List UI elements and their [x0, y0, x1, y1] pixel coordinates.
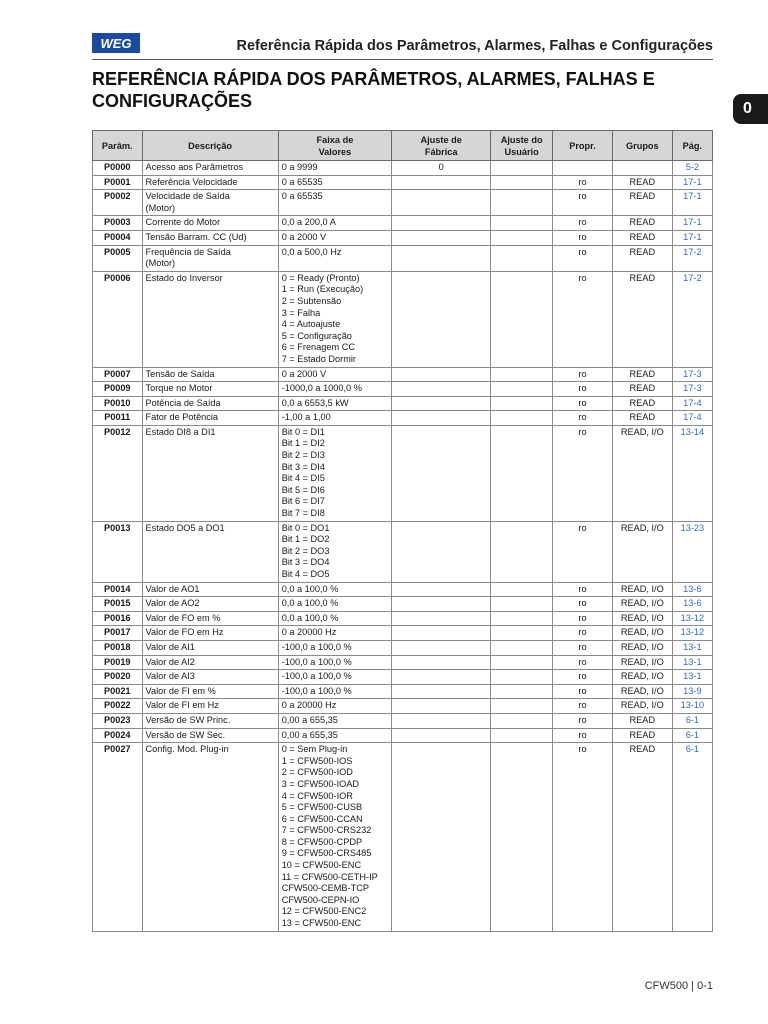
- header-title: Referência Rápida dos Parâmetros, Alarmes, Falhas e Configurações: [236, 38, 713, 54]
- cell-user: [491, 597, 553, 612]
- cell-range: 0,0 a 100,0 %: [278, 597, 391, 612]
- cell-range: 0 = Ready (Pronto) 1 = Run (Execução) 2 = Subtensão 3 = Falha 4 = Autoajuste 5 = Configuração 6 = Frenagem CC 7 = Estado Dormir: [278, 271, 391, 367]
- cell-groups: READ, I/O: [612, 626, 672, 641]
- cell-description: Valor de AI2: [142, 655, 278, 670]
- cell-property: ro: [553, 521, 613, 582]
- col-header-user: Ajuste do Usuário: [491, 131, 553, 161]
- cell-range: 0 = Sem Plug-in 1 = CFW500-IOS 2 = CFW500-IOD 3 = CFW500-IOAD 4 = CFW500-IOR 5 = CFW500-CUSB 6 = CFW500-CCAN 7 = CFW500-CRS232 8 = CFW500-CPDP 9 = CFW500-CRS485 10 = CFW500-ENC 11 = CFW500-CETH-IP CFW500-CEMB-TCP CFW500-CEPN-IO 12 = CFW500-ENC2 13 = CFW500-ENC: [278, 743, 391, 932]
- cell-groups: READ: [612, 175, 672, 190]
- cell-property: ro: [553, 230, 613, 245]
- cell-groups: READ, I/O: [612, 670, 672, 685]
- cell-user: [491, 626, 553, 641]
- cell-description: Acesso aos Parâmetros: [142, 161, 278, 176]
- cell-page: 17-1: [672, 230, 712, 245]
- cell-description: Fator de Potência: [142, 411, 278, 426]
- cell-property: ro: [553, 245, 613, 271]
- cell-factory: [392, 216, 491, 231]
- cell-page: 17-1: [672, 190, 712, 216]
- table-row: [93, 216, 713, 231]
- chapter-tab: 0: [733, 94, 768, 124]
- cell-factory: [392, 425, 491, 521]
- col-header-groups: Grupos: [612, 131, 672, 161]
- cell-param: P0005: [93, 245, 143, 271]
- cell-user: [491, 216, 553, 231]
- cell-page: 6-1: [672, 713, 712, 728]
- cell-property: ro: [553, 216, 613, 231]
- table-row: [93, 699, 713, 714]
- cell-groups: READ, I/O: [612, 640, 672, 655]
- cell-factory: [392, 396, 491, 411]
- col-header-range: Faixa de Valores: [278, 131, 391, 161]
- cell-param: P0006: [93, 271, 143, 367]
- cell-description: Torque no Motor: [142, 382, 278, 397]
- cell-param: P0011: [93, 411, 143, 426]
- cell-user: [491, 245, 553, 271]
- cell-param: P0012: [93, 425, 143, 521]
- cell-param: P0007: [93, 367, 143, 382]
- cell-groups: READ: [612, 728, 672, 743]
- cell-user: [491, 367, 553, 382]
- cell-groups: READ, I/O: [612, 425, 672, 521]
- cell-description: Versão de SW Sec.: [142, 728, 278, 743]
- table-row: [93, 521, 713, 582]
- cell-factory: [392, 597, 491, 612]
- cell-page: 17-3: [672, 367, 712, 382]
- cell-property: ro: [553, 382, 613, 397]
- cell-description: Config. Mod. Plug-in: [142, 743, 278, 932]
- cell-user: [491, 713, 553, 728]
- cell-range: 0 a 20000 Hz: [278, 626, 391, 641]
- table-row: [93, 175, 713, 190]
- cell-range: -100,0 a 100,0 %: [278, 670, 391, 685]
- cell-user: [491, 271, 553, 367]
- cell-param: P0023: [93, 713, 143, 728]
- cell-user: [491, 425, 553, 521]
- cell-factory: 0: [392, 161, 491, 176]
- cell-property: ro: [553, 670, 613, 685]
- cell-property: [553, 161, 613, 176]
- col-header-page: Pág.: [672, 131, 712, 161]
- cell-user: [491, 611, 553, 626]
- cell-factory: [392, 655, 491, 670]
- table-row: [93, 626, 713, 641]
- cell-param: P0027: [93, 743, 143, 932]
- cell-page: 13-1: [672, 670, 712, 685]
- cell-page: 17-4: [672, 411, 712, 426]
- cell-property: ro: [553, 640, 613, 655]
- cell-range: 0 a 20000 Hz: [278, 699, 391, 714]
- table-row: [93, 728, 713, 743]
- table-row: [93, 640, 713, 655]
- cell-groups: [612, 161, 672, 176]
- cell-page: 13-12: [672, 611, 712, 626]
- cell-page: 13-6: [672, 582, 712, 597]
- cell-range: -100,0 a 100,0 %: [278, 640, 391, 655]
- cell-groups: READ: [612, 230, 672, 245]
- cell-factory: [392, 611, 491, 626]
- cell-groups: READ: [612, 411, 672, 426]
- cell-user: [491, 230, 553, 245]
- cell-property: ro: [553, 271, 613, 367]
- cell-description: Valor de AO1: [142, 582, 278, 597]
- cell-factory: [392, 411, 491, 426]
- cell-groups: READ, I/O: [612, 699, 672, 714]
- cell-factory: [392, 367, 491, 382]
- table-row: [93, 670, 713, 685]
- cell-user: [491, 161, 553, 176]
- cell-param: P0024: [93, 728, 143, 743]
- cell-property: ro: [553, 743, 613, 932]
- cell-param: P0004: [93, 230, 143, 245]
- cell-property: ro: [553, 411, 613, 426]
- cell-description: Versão de SW Princ.: [142, 713, 278, 728]
- cell-user: [491, 521, 553, 582]
- cell-page: 13-1: [672, 640, 712, 655]
- cell-description: Valor de FO em Hz: [142, 626, 278, 641]
- cell-page: 13-10: [672, 699, 712, 714]
- table-row: [93, 425, 713, 521]
- cell-user: [491, 382, 553, 397]
- table-row: [93, 190, 713, 216]
- cell-user: [491, 670, 553, 685]
- cell-param: P0000: [93, 161, 143, 176]
- cell-groups: READ: [612, 216, 672, 231]
- cell-factory: [392, 626, 491, 641]
- cell-param: P0002: [93, 190, 143, 216]
- cell-param: P0009: [93, 382, 143, 397]
- cell-property: ro: [553, 597, 613, 612]
- cell-page: 17-4: [672, 396, 712, 411]
- cell-description: Referência Velocidade: [142, 175, 278, 190]
- cell-range: 0 a 65535: [278, 175, 391, 190]
- cell-page: 13-6: [672, 597, 712, 612]
- cell-param: P0020: [93, 670, 143, 685]
- cell-param: P0022: [93, 699, 143, 714]
- table-row: [93, 684, 713, 699]
- cell-factory: [392, 521, 491, 582]
- cell-groups: READ, I/O: [612, 655, 672, 670]
- cell-page: 13-23: [672, 521, 712, 582]
- table-row: [93, 713, 713, 728]
- cell-description: Corrente do Motor: [142, 216, 278, 231]
- cell-groups: READ, I/O: [612, 684, 672, 699]
- cell-factory: [392, 640, 491, 655]
- cell-range: 0 a 2000 V: [278, 367, 391, 382]
- cell-property: ro: [553, 626, 613, 641]
- cell-range: Bit 0 = DO1 Bit 1 = DO2 Bit 2 = DO3 Bit 3 = DO4 Bit 4 = DO5: [278, 521, 391, 582]
- cell-user: [491, 396, 553, 411]
- cell-description: Estado do Inversor: [142, 271, 278, 367]
- cell-range: 0,00 a 655,35: [278, 728, 391, 743]
- cell-groups: READ, I/O: [612, 597, 672, 612]
- cell-param: P0014: [93, 582, 143, 597]
- cell-range: -1000,0 a 1000,0 %: [278, 382, 391, 397]
- cell-range: 0,0 a 100,0 %: [278, 582, 391, 597]
- cell-description: Tensão Barram. CC (Ud): [142, 230, 278, 245]
- cell-description: Frequência de Saída (Motor): [142, 245, 278, 271]
- cell-property: ro: [553, 425, 613, 521]
- table-row: [93, 161, 713, 176]
- table-row: [93, 230, 713, 245]
- cell-range: 0,0 a 500,0 Hz: [278, 245, 391, 271]
- cell-property: ro: [553, 582, 613, 597]
- cell-user: [491, 699, 553, 714]
- cell-factory: [392, 670, 491, 685]
- cell-param: P0018: [93, 640, 143, 655]
- page-footer: CFW500 | 0-1: [644, 980, 713, 992]
- col-header-description: Descrição: [142, 131, 278, 161]
- table-header-row: [93, 131, 713, 161]
- cell-factory: [392, 728, 491, 743]
- cell-range: -1,00 a 1,00: [278, 411, 391, 426]
- cell-description: Velocidade de Saída (Motor): [142, 190, 278, 216]
- cell-description: Valor de AO2: [142, 597, 278, 612]
- table-row: [93, 655, 713, 670]
- cell-property: ro: [553, 611, 613, 626]
- table-row: [93, 396, 713, 411]
- cell-description: Estado DI8 a DI1: [142, 425, 278, 521]
- cell-groups: READ: [612, 190, 672, 216]
- cell-description: Valor de FI em %: [142, 684, 278, 699]
- cell-groups: READ, I/O: [612, 611, 672, 626]
- cell-description: Potência de Saída: [142, 396, 278, 411]
- parameter-table: [92, 130, 713, 932]
- header-rule: [92, 59, 713, 60]
- cell-user: [491, 743, 553, 932]
- cell-param: P0010: [93, 396, 143, 411]
- cell-user: [491, 582, 553, 597]
- cell-page: 5-2: [672, 161, 712, 176]
- cell-groups: READ: [612, 743, 672, 932]
- cell-factory: [392, 245, 491, 271]
- cell-range: -100,0 a 100,0 %: [278, 684, 391, 699]
- cell-factory: [392, 382, 491, 397]
- cell-property: ro: [553, 175, 613, 190]
- cell-param: P0001: [93, 175, 143, 190]
- table-row: [93, 367, 713, 382]
- table-row: [93, 245, 713, 271]
- table-row: [93, 582, 713, 597]
- cell-groups: READ: [612, 396, 672, 411]
- cell-page: 13-1: [672, 655, 712, 670]
- cell-param: P0016: [93, 611, 143, 626]
- cell-groups: READ: [612, 245, 672, 271]
- cell-page: 17-1: [672, 175, 712, 190]
- cell-property: ro: [553, 190, 613, 216]
- cell-range: 0 a 9999: [278, 161, 391, 176]
- cell-property: ro: [553, 713, 613, 728]
- cell-param: P0013: [93, 521, 143, 582]
- table-row: [93, 411, 713, 426]
- cell-factory: [392, 684, 491, 699]
- table-body: [93, 161, 713, 932]
- cell-user: [491, 684, 553, 699]
- cell-range: 0 a 2000 V: [278, 230, 391, 245]
- cell-description: Tensão de Saída: [142, 367, 278, 382]
- table-row: [93, 271, 713, 367]
- cell-user: [491, 190, 553, 216]
- cell-page: 17-3: [672, 382, 712, 397]
- cell-param: P0003: [93, 216, 143, 231]
- cell-range: -100,0 a 100,0 %: [278, 655, 391, 670]
- cell-groups: READ: [612, 713, 672, 728]
- cell-property: ro: [553, 699, 613, 714]
- cell-user: [491, 728, 553, 743]
- cell-page: 13-12: [672, 626, 712, 641]
- cell-property: ro: [553, 684, 613, 699]
- cell-range: 0,0 a 200,0 A: [278, 216, 391, 231]
- cell-user: [491, 175, 553, 190]
- cell-factory: [392, 175, 491, 190]
- cell-range: 0,00 a 655,35: [278, 713, 391, 728]
- cell-factory: [392, 190, 491, 216]
- cell-factory: [392, 582, 491, 597]
- cell-groups: READ: [612, 271, 672, 367]
- cell-page: 13-9: [672, 684, 712, 699]
- cell-user: [491, 640, 553, 655]
- cell-factory: [392, 713, 491, 728]
- cell-groups: READ, I/O: [612, 521, 672, 582]
- cell-param: P0019: [93, 655, 143, 670]
- cell-factory: [392, 271, 491, 367]
- cell-groups: READ: [612, 382, 672, 397]
- cell-page: 17-1: [672, 216, 712, 231]
- table-row: [93, 611, 713, 626]
- col-header-property: Propr.: [553, 131, 613, 161]
- cell-property: ro: [553, 396, 613, 411]
- cell-range: 0 a 65535: [278, 190, 391, 216]
- cell-factory: [392, 743, 491, 932]
- cell-description: Valor de AI3: [142, 670, 278, 685]
- col-header-factory: Ajuste de Fábrica: [392, 131, 491, 161]
- cell-page: 6-1: [672, 743, 712, 932]
- cell-property: ro: [553, 655, 613, 670]
- cell-range: Bit 0 = DI1 Bit 1 = DI2 Bit 2 = DI3 Bit 3 = DI4 Bit 4 = DI5 Bit 5 = DI6 Bit 6 = DI7 Bit 7 = DI8: [278, 425, 391, 521]
- page-title: REFERÊNCIA RÁPIDA DOS PARÂMETROS, ALARMES, FALHAS E CONFIGURAÇÕES: [92, 69, 655, 111]
- cell-param: P0015: [93, 597, 143, 612]
- cell-param: P0017: [93, 626, 143, 641]
- cell-description: Valor de AI1: [142, 640, 278, 655]
- cell-range: 0,0 a 100,0 %: [278, 611, 391, 626]
- cell-page: 6-1: [672, 728, 712, 743]
- cell-factory: [392, 699, 491, 714]
- table-row: [93, 743, 713, 932]
- table-row: [93, 382, 713, 397]
- cell-param: P0021: [93, 684, 143, 699]
- cell-groups: READ, I/O: [612, 582, 672, 597]
- cell-range: 0,0 a 6553,5 kW: [278, 396, 391, 411]
- logo-text: WEG: [100, 36, 132, 51]
- cell-groups: READ: [612, 367, 672, 382]
- cell-description: Estado DO5 a DO1: [142, 521, 278, 582]
- weg-logo: [92, 33, 140, 53]
- col-header-param: Parâm.: [93, 131, 143, 161]
- cell-user: [491, 655, 553, 670]
- cell-description: Valor de FI em Hz: [142, 699, 278, 714]
- cell-factory: [392, 230, 491, 245]
- cell-page: 17-2: [672, 271, 712, 367]
- cell-property: ro: [553, 728, 613, 743]
- table-row: [93, 597, 713, 612]
- cell-user: [491, 411, 553, 426]
- cell-page: 17-2: [672, 245, 712, 271]
- cell-property: ro: [553, 367, 613, 382]
- cell-description: Valor de FO em %: [142, 611, 278, 626]
- cell-page: 13-14: [672, 425, 712, 521]
